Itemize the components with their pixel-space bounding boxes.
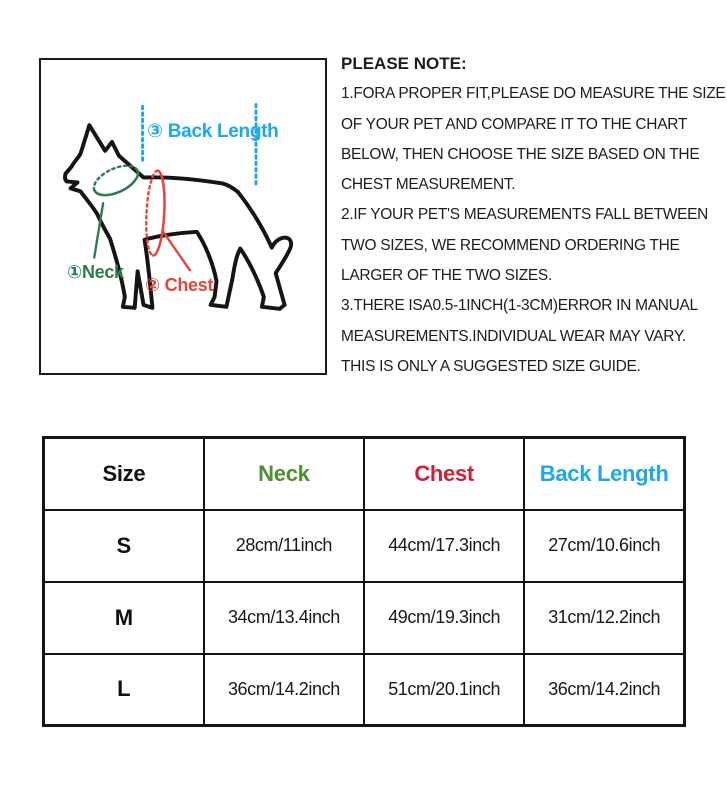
chest-value-s: 44cm/17.3inch: [364, 510, 524, 582]
back-value-m: 31cm/12.2inch: [524, 582, 684, 654]
size-m: M: [44, 582, 204, 654]
dog-diagram-box: [39, 58, 327, 375]
chest-measure-ellipse: [144, 170, 166, 256]
header-neck: Neck: [204, 438, 364, 510]
chest-pointer-line: [163, 232, 190, 271]
chest-label: ② Chest: [145, 275, 214, 295]
note-line: CHEST MEASUREMENT.: [341, 176, 516, 194]
note-line: 1.FORA PROPER FIT,PLEASE DO MEASURE THE SIZE: [341, 85, 726, 103]
chest-value-m: 49cm/19.3inch: [364, 582, 524, 654]
chest-value-l: 51cm/20.1inch: [364, 654, 524, 726]
note-line: BELOW, THEN CHOOSE THE SIZE BASED ON THE: [341, 145, 700, 163]
note-line: OF YOUR PET AND COMPARE IT TO THE CHART: [341, 115, 688, 133]
dog-measurement-figure: [41, 60, 325, 373]
header-chest: Chest: [364, 438, 524, 510]
neck-value-l: 36cm/14.2inch: [204, 654, 364, 726]
size-chart-header-row: [44, 438, 685, 510]
neck-value-m: 34cm/13.4inch: [204, 582, 364, 654]
size-l: L: [44, 654, 204, 726]
note-line: TWO SIZES, WE RECOMMEND ORDERING THE: [341, 236, 680, 254]
table-row-m: [44, 582, 685, 654]
table-row-s: [44, 510, 685, 582]
note-line: 3.THERE ISA0.5-1INCH(1-3CM)ERROR IN MANUAL: [341, 297, 698, 315]
size-s: S: [44, 510, 204, 582]
note-line: LARGER OF THE TWO SIZES.: [341, 267, 552, 285]
note-line: MEASUREMENTS.INDIVIDUAL WEAR MAY VARY.: [341, 327, 686, 345]
note-line: 2.IF YOUR PET'S MEASUREMENTS FALL BETWEEN: [341, 206, 709, 224]
back-value-s: 27cm/10.6inch: [524, 510, 684, 582]
please-note-block: [341, 49, 726, 382]
note-line: THIS IS ONLY A SUGGESTED SIZE GUIDE.: [341, 357, 641, 375]
header-size: Size: [44, 438, 204, 510]
back-length-label: ③ Back Length: [147, 121, 279, 142]
header-back-length: Back Length: [524, 438, 684, 510]
back-value-l: 36cm/14.2inch: [524, 654, 684, 726]
neck-value-s: 28cm/11inch: [204, 510, 364, 582]
neck-measure-ellipse: [89, 160, 142, 202]
please-note-title: PLEASE NOTE:: [341, 54, 467, 73]
neck-label: ①Neck: [67, 262, 124, 282]
size-chart-table: [42, 436, 686, 727]
table-row-l: [44, 654, 685, 726]
